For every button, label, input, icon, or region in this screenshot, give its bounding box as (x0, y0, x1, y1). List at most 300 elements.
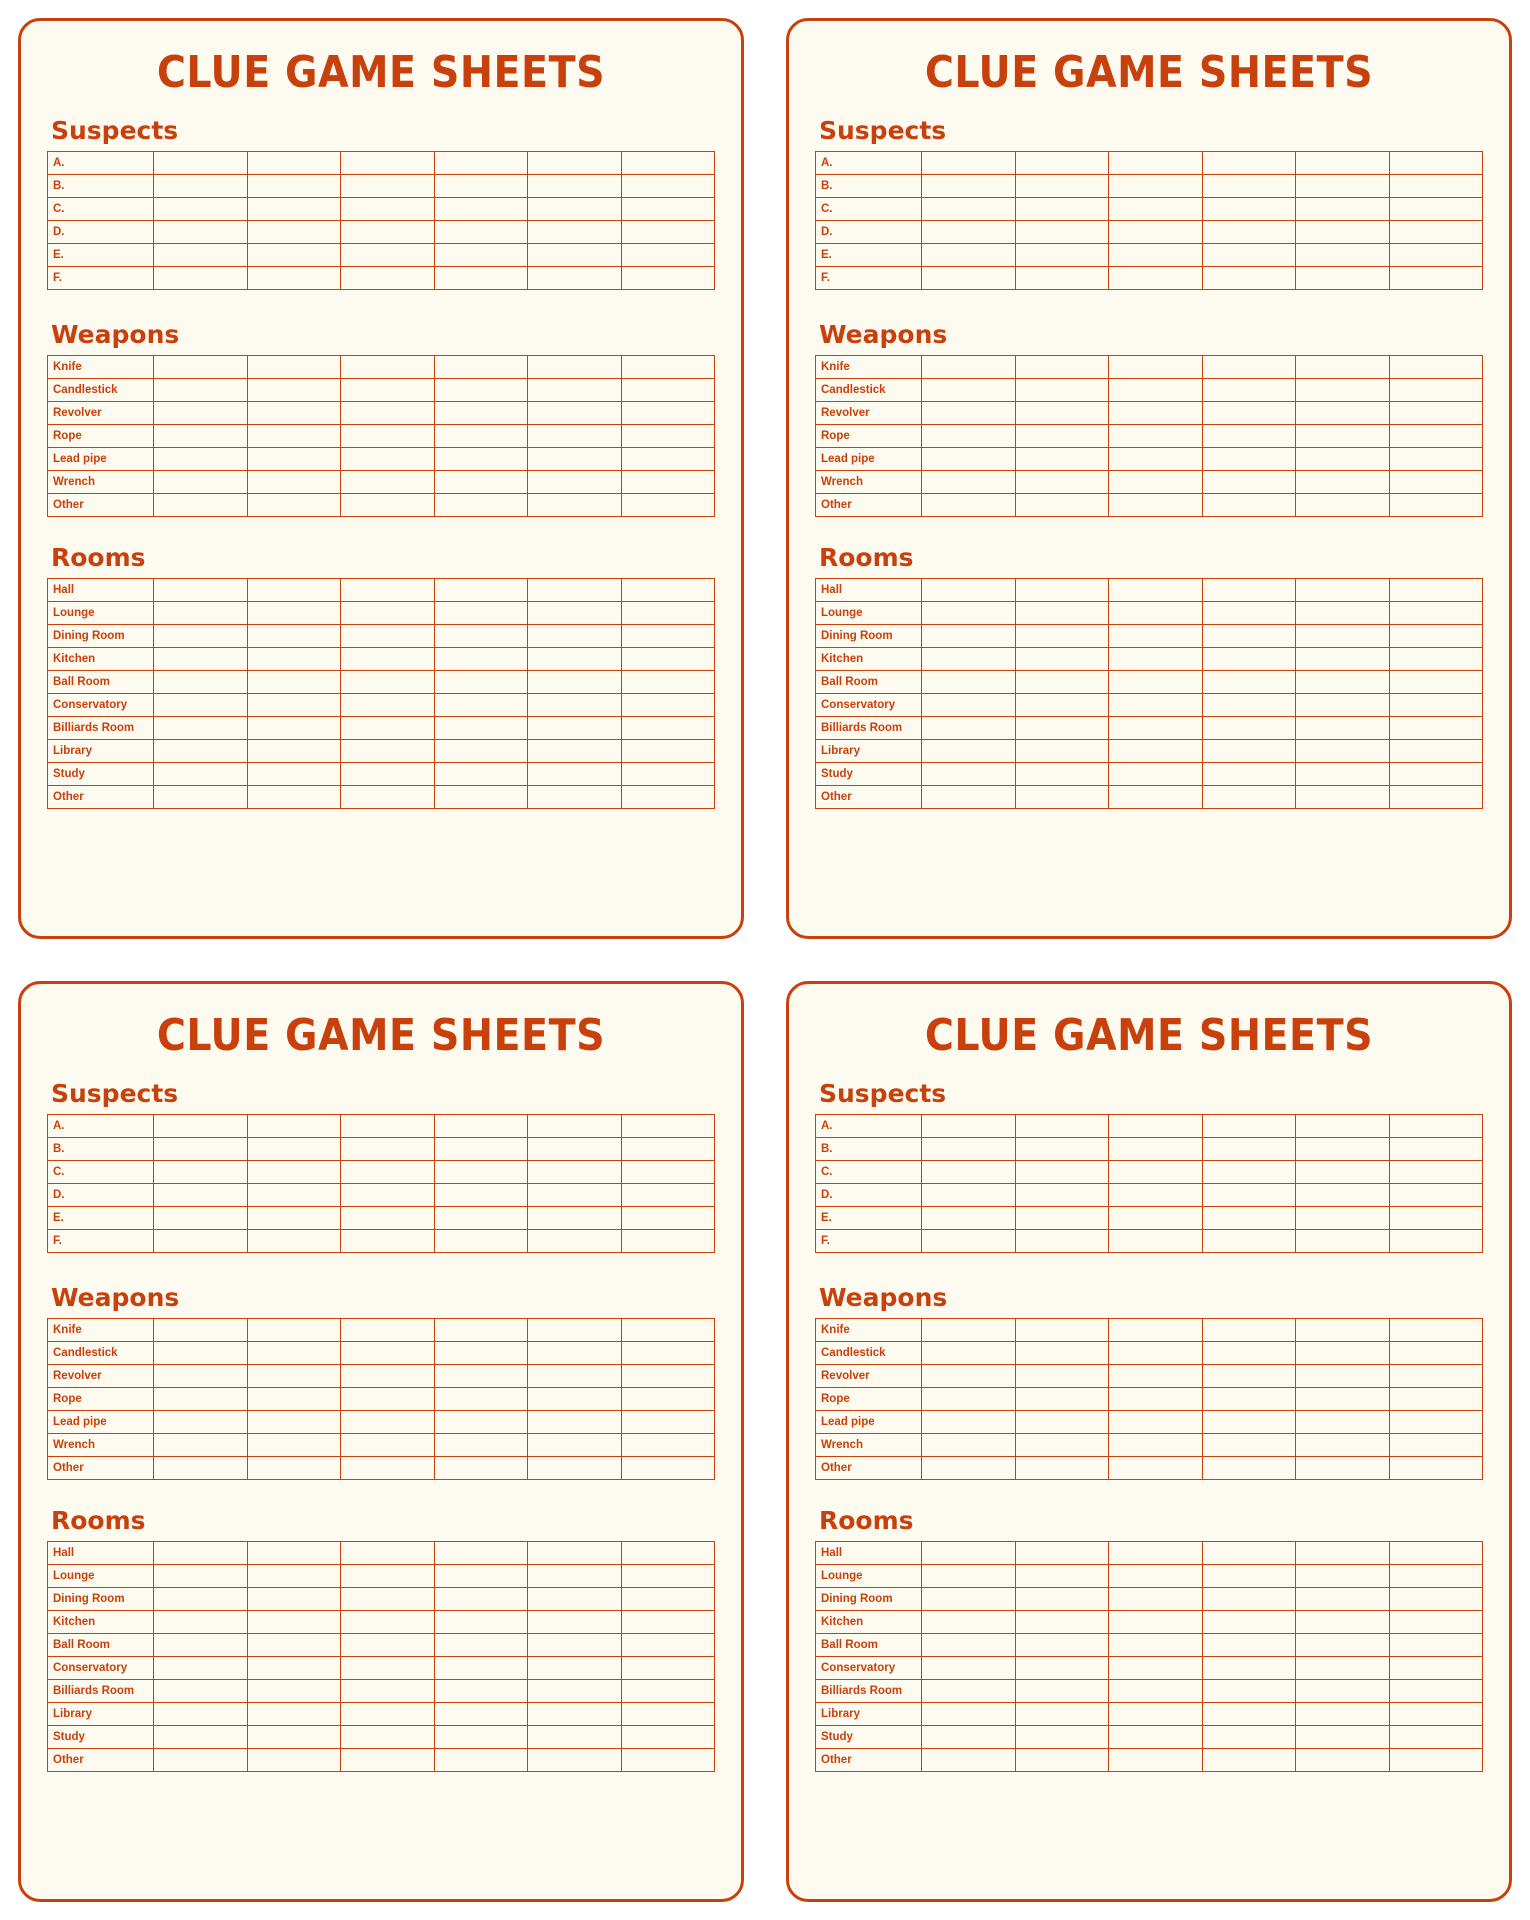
mark-cell[interactable] (1109, 1634, 1203, 1657)
mark-cell[interactable] (1296, 448, 1390, 471)
mark-cell[interactable] (621, 1115, 715, 1138)
mark-cell[interactable] (1109, 1542, 1203, 1565)
mark-cell[interactable] (434, 1388, 528, 1411)
mark-cell[interactable] (247, 1184, 341, 1207)
mark-cell[interactable] (1109, 198, 1203, 221)
mark-cell[interactable] (341, 763, 435, 786)
mark-cell[interactable] (922, 1342, 1016, 1365)
mark-cell[interactable] (247, 471, 341, 494)
mark-cell[interactable] (1389, 244, 1483, 267)
mark-cell[interactable] (1202, 1388, 1296, 1411)
mark-cell[interactable] (528, 740, 622, 763)
mark-cell[interactable] (528, 425, 622, 448)
mark-cell[interactable] (1389, 1749, 1483, 1772)
mark-cell[interactable] (1296, 494, 1390, 517)
mark-cell[interactable] (247, 175, 341, 198)
mark-cell[interactable] (434, 267, 528, 290)
mark-cell[interactable] (154, 671, 248, 694)
mark-cell[interactable] (528, 579, 622, 602)
mark-cell[interactable] (247, 648, 341, 671)
mark-cell[interactable] (922, 1319, 1016, 1342)
mark-cell[interactable] (247, 763, 341, 786)
mark-cell[interactable] (922, 1611, 1016, 1634)
mark-cell[interactable] (434, 1611, 528, 1634)
mark-cell[interactable] (154, 1388, 248, 1411)
mark-cell[interactable] (341, 717, 435, 740)
mark-cell[interactable] (1389, 1388, 1483, 1411)
mark-cell[interactable] (1389, 175, 1483, 198)
mark-cell[interactable] (154, 579, 248, 602)
mark-cell[interactable] (1109, 1230, 1203, 1253)
mark-cell[interactable] (154, 1611, 248, 1634)
mark-cell[interactable] (1015, 786, 1109, 809)
mark-cell[interactable] (1389, 1634, 1483, 1657)
mark-cell[interactable] (621, 1542, 715, 1565)
mark-cell[interactable] (434, 1457, 528, 1480)
mark-cell[interactable] (341, 1138, 435, 1161)
mark-cell[interactable] (528, 402, 622, 425)
mark-cell[interactable] (341, 1703, 435, 1726)
mark-cell[interactable] (1015, 1207, 1109, 1230)
mark-cell[interactable] (1109, 671, 1203, 694)
mark-cell[interactable] (247, 379, 341, 402)
mark-cell[interactable] (1296, 740, 1390, 763)
mark-cell[interactable] (1015, 694, 1109, 717)
mark-cell[interactable] (528, 1411, 622, 1434)
mark-cell[interactable] (341, 1319, 435, 1342)
mark-cell[interactable] (154, 198, 248, 221)
mark-cell[interactable] (247, 694, 341, 717)
mark-cell[interactable] (1015, 221, 1109, 244)
mark-cell[interactable] (528, 694, 622, 717)
mark-cell[interactable] (621, 1342, 715, 1365)
mark-cell[interactable] (1389, 1703, 1483, 1726)
mark-cell[interactable] (1296, 1542, 1390, 1565)
mark-cell[interactable] (1109, 471, 1203, 494)
mark-cell[interactable] (434, 1657, 528, 1680)
mark-cell[interactable] (434, 648, 528, 671)
mark-cell[interactable] (247, 1342, 341, 1365)
mark-cell[interactable] (154, 1703, 248, 1726)
mark-cell[interactable] (341, 625, 435, 648)
mark-cell[interactable] (1296, 648, 1390, 671)
mark-cell[interactable] (247, 1388, 341, 1411)
mark-cell[interactable] (434, 1542, 528, 1565)
mark-cell[interactable] (247, 1319, 341, 1342)
mark-cell[interactable] (1389, 1230, 1483, 1253)
mark-cell[interactable] (1015, 1726, 1109, 1749)
mark-cell[interactable] (1015, 1680, 1109, 1703)
mark-cell[interactable] (1296, 1207, 1390, 1230)
mark-cell[interactable] (154, 1457, 248, 1480)
mark-cell[interactable] (621, 1207, 715, 1230)
mark-cell[interactable] (922, 1680, 1016, 1703)
mark-cell[interactable] (1296, 625, 1390, 648)
mark-cell[interactable] (528, 1434, 622, 1457)
mark-cell[interactable] (1296, 763, 1390, 786)
mark-cell[interactable] (922, 1207, 1016, 1230)
mark-cell[interactable] (1202, 763, 1296, 786)
mark-cell[interactable] (1015, 175, 1109, 198)
mark-cell[interactable] (1109, 379, 1203, 402)
mark-cell[interactable] (1389, 1115, 1483, 1138)
mark-cell[interactable] (922, 1138, 1016, 1161)
mark-cell[interactable] (341, 1411, 435, 1434)
mark-cell[interactable] (434, 602, 528, 625)
mark-cell[interactable] (1015, 244, 1109, 267)
mark-cell[interactable] (154, 1588, 248, 1611)
mark-cell[interactable] (1296, 671, 1390, 694)
mark-cell[interactable] (1296, 198, 1390, 221)
mark-cell[interactable] (1296, 425, 1390, 448)
mark-cell[interactable] (922, 648, 1016, 671)
mark-cell[interactable] (621, 671, 715, 694)
mark-cell[interactable] (1109, 1703, 1203, 1726)
mark-cell[interactable] (434, 448, 528, 471)
mark-cell[interactable] (1389, 1138, 1483, 1161)
mark-cell[interactable] (621, 1680, 715, 1703)
mark-cell[interactable] (528, 356, 622, 379)
mark-cell[interactable] (434, 494, 528, 517)
mark-cell[interactable] (341, 198, 435, 221)
mark-cell[interactable] (621, 244, 715, 267)
mark-cell[interactable] (1389, 1184, 1483, 1207)
mark-cell[interactable] (434, 740, 528, 763)
mark-cell[interactable] (621, 1161, 715, 1184)
mark-cell[interactable] (528, 1542, 622, 1565)
mark-cell[interactable] (922, 175, 1016, 198)
mark-cell[interactable] (1015, 1634, 1109, 1657)
mark-cell[interactable] (341, 221, 435, 244)
mark-cell[interactable] (621, 1434, 715, 1457)
mark-cell[interactable] (154, 625, 248, 648)
mark-cell[interactable] (621, 152, 715, 175)
mark-cell[interactable] (1389, 763, 1483, 786)
mark-cell[interactable] (1015, 471, 1109, 494)
mark-cell[interactable] (247, 579, 341, 602)
mark-cell[interactable] (341, 494, 435, 517)
mark-cell[interactable] (1389, 625, 1483, 648)
mark-cell[interactable] (528, 1207, 622, 1230)
mark-cell[interactable] (1015, 1319, 1109, 1342)
mark-cell[interactable] (341, 425, 435, 448)
mark-cell[interactable] (528, 175, 622, 198)
mark-cell[interactable] (247, 740, 341, 763)
mark-cell[interactable] (922, 356, 1016, 379)
mark-cell[interactable] (1296, 267, 1390, 290)
mark-cell[interactable] (1109, 221, 1203, 244)
mark-cell[interactable] (434, 625, 528, 648)
mark-cell[interactable] (1015, 1542, 1109, 1565)
mark-cell[interactable] (1202, 267, 1296, 290)
mark-cell[interactable] (1296, 1230, 1390, 1253)
mark-cell[interactable] (434, 425, 528, 448)
mark-cell[interactable] (247, 1207, 341, 1230)
mark-cell[interactable] (341, 1161, 435, 1184)
mark-cell[interactable] (528, 1680, 622, 1703)
mark-cell[interactable] (1296, 1184, 1390, 1207)
mark-cell[interactable] (1296, 1138, 1390, 1161)
mark-cell[interactable] (621, 1726, 715, 1749)
mark-cell[interactable] (434, 1342, 528, 1365)
mark-cell[interactable] (621, 198, 715, 221)
mark-cell[interactable] (1015, 152, 1109, 175)
mark-cell[interactable] (1109, 1161, 1203, 1184)
mark-cell[interactable] (341, 1726, 435, 1749)
mark-cell[interactable] (1109, 1657, 1203, 1680)
mark-cell[interactable] (1202, 1565, 1296, 1588)
mark-cell[interactable] (434, 1230, 528, 1253)
mark-cell[interactable] (1202, 694, 1296, 717)
mark-cell[interactable] (1109, 1749, 1203, 1772)
mark-cell[interactable] (528, 1388, 622, 1411)
mark-cell[interactable] (1109, 1565, 1203, 1588)
mark-cell[interactable] (341, 694, 435, 717)
mark-cell[interactable] (1202, 602, 1296, 625)
mark-cell[interactable] (247, 1634, 341, 1657)
mark-cell[interactable] (154, 1319, 248, 1342)
mark-cell[interactable] (1202, 786, 1296, 809)
mark-cell[interactable] (1296, 152, 1390, 175)
mark-cell[interactable] (1109, 1365, 1203, 1388)
mark-cell[interactable] (1389, 1565, 1483, 1588)
mark-cell[interactable] (1015, 602, 1109, 625)
mark-cell[interactable] (621, 267, 715, 290)
mark-cell[interactable] (922, 1365, 1016, 1388)
mark-cell[interactable] (1109, 1680, 1203, 1703)
mark-cell[interactable] (1109, 1138, 1203, 1161)
mark-cell[interactable] (247, 1703, 341, 1726)
mark-cell[interactable] (922, 786, 1016, 809)
mark-cell[interactable] (1296, 1749, 1390, 1772)
mark-cell[interactable] (922, 448, 1016, 471)
mark-cell[interactable] (341, 175, 435, 198)
mark-cell[interactable] (922, 1184, 1016, 1207)
mark-cell[interactable] (1296, 1411, 1390, 1434)
mark-cell[interactable] (1015, 198, 1109, 221)
mark-cell[interactable] (1389, 425, 1483, 448)
mark-cell[interactable] (1389, 1207, 1483, 1230)
mark-cell[interactable] (154, 1138, 248, 1161)
mark-cell[interactable] (1015, 1565, 1109, 1588)
mark-cell[interactable] (621, 1138, 715, 1161)
mark-cell[interactable] (341, 1342, 435, 1365)
mark-cell[interactable] (922, 1588, 1016, 1611)
mark-cell[interactable] (1015, 356, 1109, 379)
mark-cell[interactable] (528, 786, 622, 809)
mark-cell[interactable] (1015, 671, 1109, 694)
mark-cell[interactable] (1015, 625, 1109, 648)
mark-cell[interactable] (1296, 1565, 1390, 1588)
mark-cell[interactable] (528, 494, 622, 517)
mark-cell[interactable] (434, 579, 528, 602)
mark-cell[interactable] (1389, 152, 1483, 175)
mark-cell[interactable] (1296, 356, 1390, 379)
mark-cell[interactable] (1202, 494, 1296, 517)
mark-cell[interactable] (434, 379, 528, 402)
mark-cell[interactable] (247, 1657, 341, 1680)
mark-cell[interactable] (434, 763, 528, 786)
mark-cell[interactable] (528, 1657, 622, 1680)
mark-cell[interactable] (434, 1634, 528, 1657)
mark-cell[interactable] (621, 648, 715, 671)
mark-cell[interactable] (922, 221, 1016, 244)
mark-cell[interactable] (341, 1388, 435, 1411)
mark-cell[interactable] (154, 1161, 248, 1184)
mark-cell[interactable] (154, 1634, 248, 1657)
mark-cell[interactable] (154, 1434, 248, 1457)
mark-cell[interactable] (1202, 356, 1296, 379)
mark-cell[interactable] (1109, 717, 1203, 740)
mark-cell[interactable] (922, 1434, 1016, 1457)
mark-cell[interactable] (1109, 1726, 1203, 1749)
mark-cell[interactable] (528, 152, 622, 175)
mark-cell[interactable] (621, 494, 715, 517)
mark-cell[interactable] (922, 494, 1016, 517)
mark-cell[interactable] (1202, 425, 1296, 448)
mark-cell[interactable] (1296, 1634, 1390, 1657)
mark-cell[interactable] (1296, 244, 1390, 267)
mark-cell[interactable] (434, 356, 528, 379)
mark-cell[interactable] (434, 471, 528, 494)
mark-cell[interactable] (1202, 244, 1296, 267)
mark-cell[interactable] (922, 1726, 1016, 1749)
mark-cell[interactable] (1202, 1611, 1296, 1634)
mark-cell[interactable] (1389, 448, 1483, 471)
mark-cell[interactable] (922, 1542, 1016, 1565)
mark-cell[interactable] (247, 1434, 341, 1457)
mark-cell[interactable] (1202, 152, 1296, 175)
mark-cell[interactable] (1296, 1388, 1390, 1411)
mark-cell[interactable] (1202, 1657, 1296, 1680)
mark-cell[interactable] (434, 1184, 528, 1207)
mark-cell[interactable] (1389, 1542, 1483, 1565)
mark-cell[interactable] (922, 198, 1016, 221)
mark-cell[interactable] (621, 579, 715, 602)
mark-cell[interactable] (154, 356, 248, 379)
mark-cell[interactable] (1389, 379, 1483, 402)
mark-cell[interactable] (341, 1565, 435, 1588)
mark-cell[interactable] (621, 1411, 715, 1434)
mark-cell[interactable] (341, 356, 435, 379)
mark-cell[interactable] (1109, 448, 1203, 471)
mark-cell[interactable] (1296, 1611, 1390, 1634)
mark-cell[interactable] (341, 1457, 435, 1480)
mark-cell[interactable] (528, 1634, 622, 1657)
mark-cell[interactable] (1015, 717, 1109, 740)
mark-cell[interactable] (1389, 356, 1483, 379)
mark-cell[interactable] (1389, 1342, 1483, 1365)
mark-cell[interactable] (247, 1726, 341, 1749)
mark-cell[interactable] (1389, 1726, 1483, 1749)
mark-cell[interactable] (528, 648, 622, 671)
mark-cell[interactable] (341, 740, 435, 763)
mark-cell[interactable] (154, 1230, 248, 1253)
mark-cell[interactable] (922, 671, 1016, 694)
mark-cell[interactable] (1202, 402, 1296, 425)
mark-cell[interactable] (341, 152, 435, 175)
mark-cell[interactable] (154, 1726, 248, 1749)
mark-cell[interactable] (1015, 1184, 1109, 1207)
mark-cell[interactable] (154, 740, 248, 763)
mark-cell[interactable] (1015, 448, 1109, 471)
mark-cell[interactable] (621, 1749, 715, 1772)
mark-cell[interactable] (341, 379, 435, 402)
mark-cell[interactable] (922, 267, 1016, 290)
mark-cell[interactable] (621, 763, 715, 786)
mark-cell[interactable] (1296, 717, 1390, 740)
mark-cell[interactable] (528, 1342, 622, 1365)
mark-cell[interactable] (922, 1115, 1016, 1138)
mark-cell[interactable] (528, 1230, 622, 1253)
mark-cell[interactable] (1109, 740, 1203, 763)
mark-cell[interactable] (922, 402, 1016, 425)
mark-cell[interactable] (528, 1565, 622, 1588)
mark-cell[interactable] (1015, 1115, 1109, 1138)
mark-cell[interactable] (1202, 1542, 1296, 1565)
mark-cell[interactable] (247, 494, 341, 517)
mark-cell[interactable] (247, 671, 341, 694)
mark-cell[interactable] (922, 1230, 1016, 1253)
mark-cell[interactable] (1202, 717, 1296, 740)
mark-cell[interactable] (1389, 1588, 1483, 1611)
mark-cell[interactable] (621, 740, 715, 763)
mark-cell[interactable] (1015, 1138, 1109, 1161)
mark-cell[interactable] (1202, 740, 1296, 763)
mark-cell[interactable] (154, 244, 248, 267)
mark-cell[interactable] (247, 1588, 341, 1611)
mark-cell[interactable] (154, 1680, 248, 1703)
mark-cell[interactable] (621, 625, 715, 648)
mark-cell[interactable] (1296, 1319, 1390, 1342)
mark-cell[interactable] (1015, 425, 1109, 448)
mark-cell[interactable] (434, 1565, 528, 1588)
mark-cell[interactable] (1202, 1161, 1296, 1184)
mark-cell[interactable] (1296, 1703, 1390, 1726)
mark-cell[interactable] (922, 1657, 1016, 1680)
mark-cell[interactable] (1015, 267, 1109, 290)
mark-cell[interactable] (621, 1457, 715, 1480)
mark-cell[interactable] (1296, 1434, 1390, 1457)
mark-cell[interactable] (154, 786, 248, 809)
mark-cell[interactable] (528, 625, 622, 648)
mark-cell[interactable] (621, 356, 715, 379)
mark-cell[interactable] (621, 402, 715, 425)
mark-cell[interactable] (621, 1365, 715, 1388)
mark-cell[interactable] (1109, 579, 1203, 602)
mark-cell[interactable] (1389, 786, 1483, 809)
mark-cell[interactable] (1015, 1365, 1109, 1388)
mark-cell[interactable] (1202, 1342, 1296, 1365)
mark-cell[interactable] (247, 1365, 341, 1388)
mark-cell[interactable] (1109, 1411, 1203, 1434)
mark-cell[interactable] (1015, 1161, 1109, 1184)
mark-cell[interactable] (621, 786, 715, 809)
mark-cell[interactable] (434, 152, 528, 175)
mark-cell[interactable] (528, 763, 622, 786)
mark-cell[interactable] (1389, 740, 1483, 763)
mark-cell[interactable] (1389, 1319, 1483, 1342)
mark-cell[interactable] (154, 1184, 248, 1207)
mark-cell[interactable] (922, 579, 1016, 602)
mark-cell[interactable] (1296, 471, 1390, 494)
mark-cell[interactable] (922, 379, 1016, 402)
mark-cell[interactable] (621, 1703, 715, 1726)
mark-cell[interactable] (1109, 494, 1203, 517)
mark-cell[interactable] (1296, 1588, 1390, 1611)
mark-cell[interactable] (1015, 1342, 1109, 1365)
mark-cell[interactable] (434, 1749, 528, 1772)
